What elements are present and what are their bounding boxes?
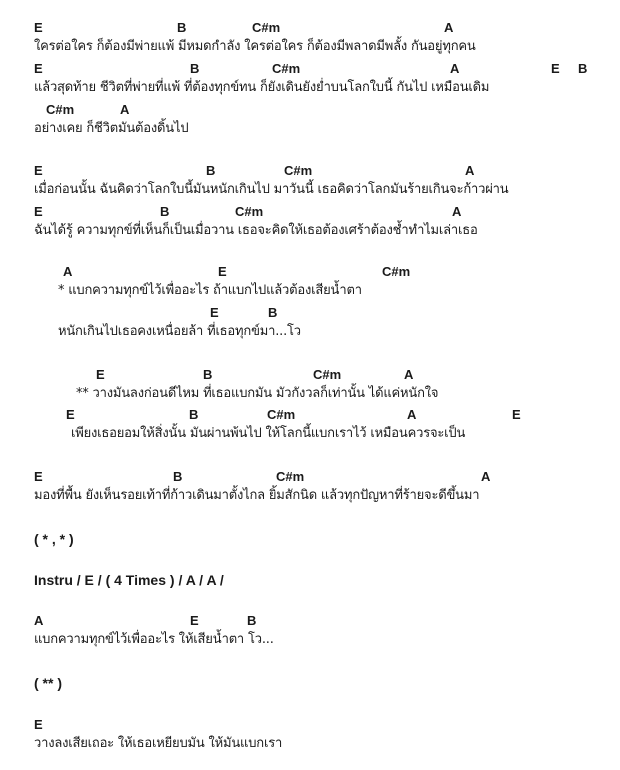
chord-label: E [34,204,43,219]
chord-label: C#m [252,20,281,35]
chord-label: A [481,469,491,484]
chord-label: B [190,61,200,76]
chord-label: E [66,407,75,422]
chord-label: E [34,717,43,732]
section-marker: ( ** ) [34,675,62,691]
chord-label: A [120,102,130,117]
chord-label: A [63,264,73,279]
lyric-line: * แบกความทุกข์ไว้เพื่ออะไร ถ้าแบกไปแล้วต้องเสียน้ำตา [58,283,362,298]
chord-label: E [34,163,43,178]
chord-label: A [444,20,454,35]
chord-label: E [190,613,199,628]
chord-label: E [210,305,219,320]
chord-label: A [450,61,460,76]
lyric-line: วางลงเสียเถอะ ให้เธอเหยียบมัน ให้มันแบกเรา [34,736,283,751]
chord-label: B [173,469,183,484]
chord-label: C#m [267,407,296,422]
lyric-line: อย่างเคย ก็ชีวิตมันต้องดิ้นไป [34,121,189,136]
chord-label: C#m [382,264,411,279]
chord-label: E [96,367,105,382]
chord-label: A [34,613,44,628]
chord-label: B [203,367,213,382]
chord-label: E [34,20,43,35]
chord-label: B [160,204,170,219]
chord-label: B [189,407,199,422]
chord-label: C#m [46,102,75,117]
chord-label: B [206,163,216,178]
section-marker: Instru / E / ( 4 Times ) / A / A / [34,572,224,588]
chord-label: A [465,163,475,178]
chord-label: B [177,20,187,35]
lyric-line: เพียงเธอยอมให้สิ่งนั้น มันผ่านพ้นไป ให้โลกนี้แบกเราไว้ เหมือนควรจะเป็น [71,426,466,441]
chord-label: E [34,469,43,484]
chord-label: E [218,264,227,279]
section-marker: ( * , * ) [34,531,74,547]
chord-label: A [452,204,462,219]
chord-label: C#m [272,61,301,76]
chord-label: E [551,61,560,76]
lyric-line: เมื่อก่อนนั้น ฉันคิดว่าโลกใบนี้มันหนักเกินไป มาวันนี้ เธอคิดว่าโลกมันร้ายเกินจะก้าวผ่าน [34,182,509,197]
chord-label: C#m [313,367,342,382]
chord-label: C#m [235,204,264,219]
chord-label: E [512,407,521,422]
lyric-line: แบกความทุกข์ไว้เพื่ออะไร ให้เสียน้ำตา โว... [34,632,274,647]
chord-label: A [404,367,414,382]
lyric-line: ใครต่อใคร ก็ต้องมีพ่ายแพ้ มีหมดกำลัง ใครต่อใคร ก็ต้องมีพลาดมีพลั้ง กันอยู่ทุกคน [34,39,476,54]
chord-label: B [247,613,257,628]
chord-label: B [268,305,278,320]
lyric-line: แล้วสุดท้าย ชีวิตที่พ่ายที่แพ้ ที่ต้องทุกข์ทน ก็ยังเดินยังย่ำบนโลกใบนี้ กันไป เหมือนเดิม [34,80,490,95]
chord-label: C#m [276,469,305,484]
lyric-line: มองที่พื้น ยังเห็นรอยเท้าที่ก้าวเดินมาตั้งไกล ยิ้มสักนิด แล้วทุกปัญหาที่ร้ายจะดีขึ้นมา [34,488,480,503]
lyric-line: หนักเกินไปเธอคงเหนื่อยล้า ที่เธอทุกข์มา...โว [58,324,301,339]
lyric-line: ฉันได้รู้ ความทุกข์ที่เห็นก็เป็นเมื่อวาน เธอจะคิดให้เธอต้องเศร้าต้องช้ำทำไมเล่าเธอ [34,223,478,238]
lyric-line: ** วางมันลงก่อนดีไหม ที่เธอแบกมัน มัวกังวลก็เท่านั้น ได้แค่หนักใจ [76,386,439,401]
chord-label: B [578,61,588,76]
chord-label: C#m [284,163,313,178]
chord-label: E [34,61,43,76]
chord-label: A [407,407,417,422]
